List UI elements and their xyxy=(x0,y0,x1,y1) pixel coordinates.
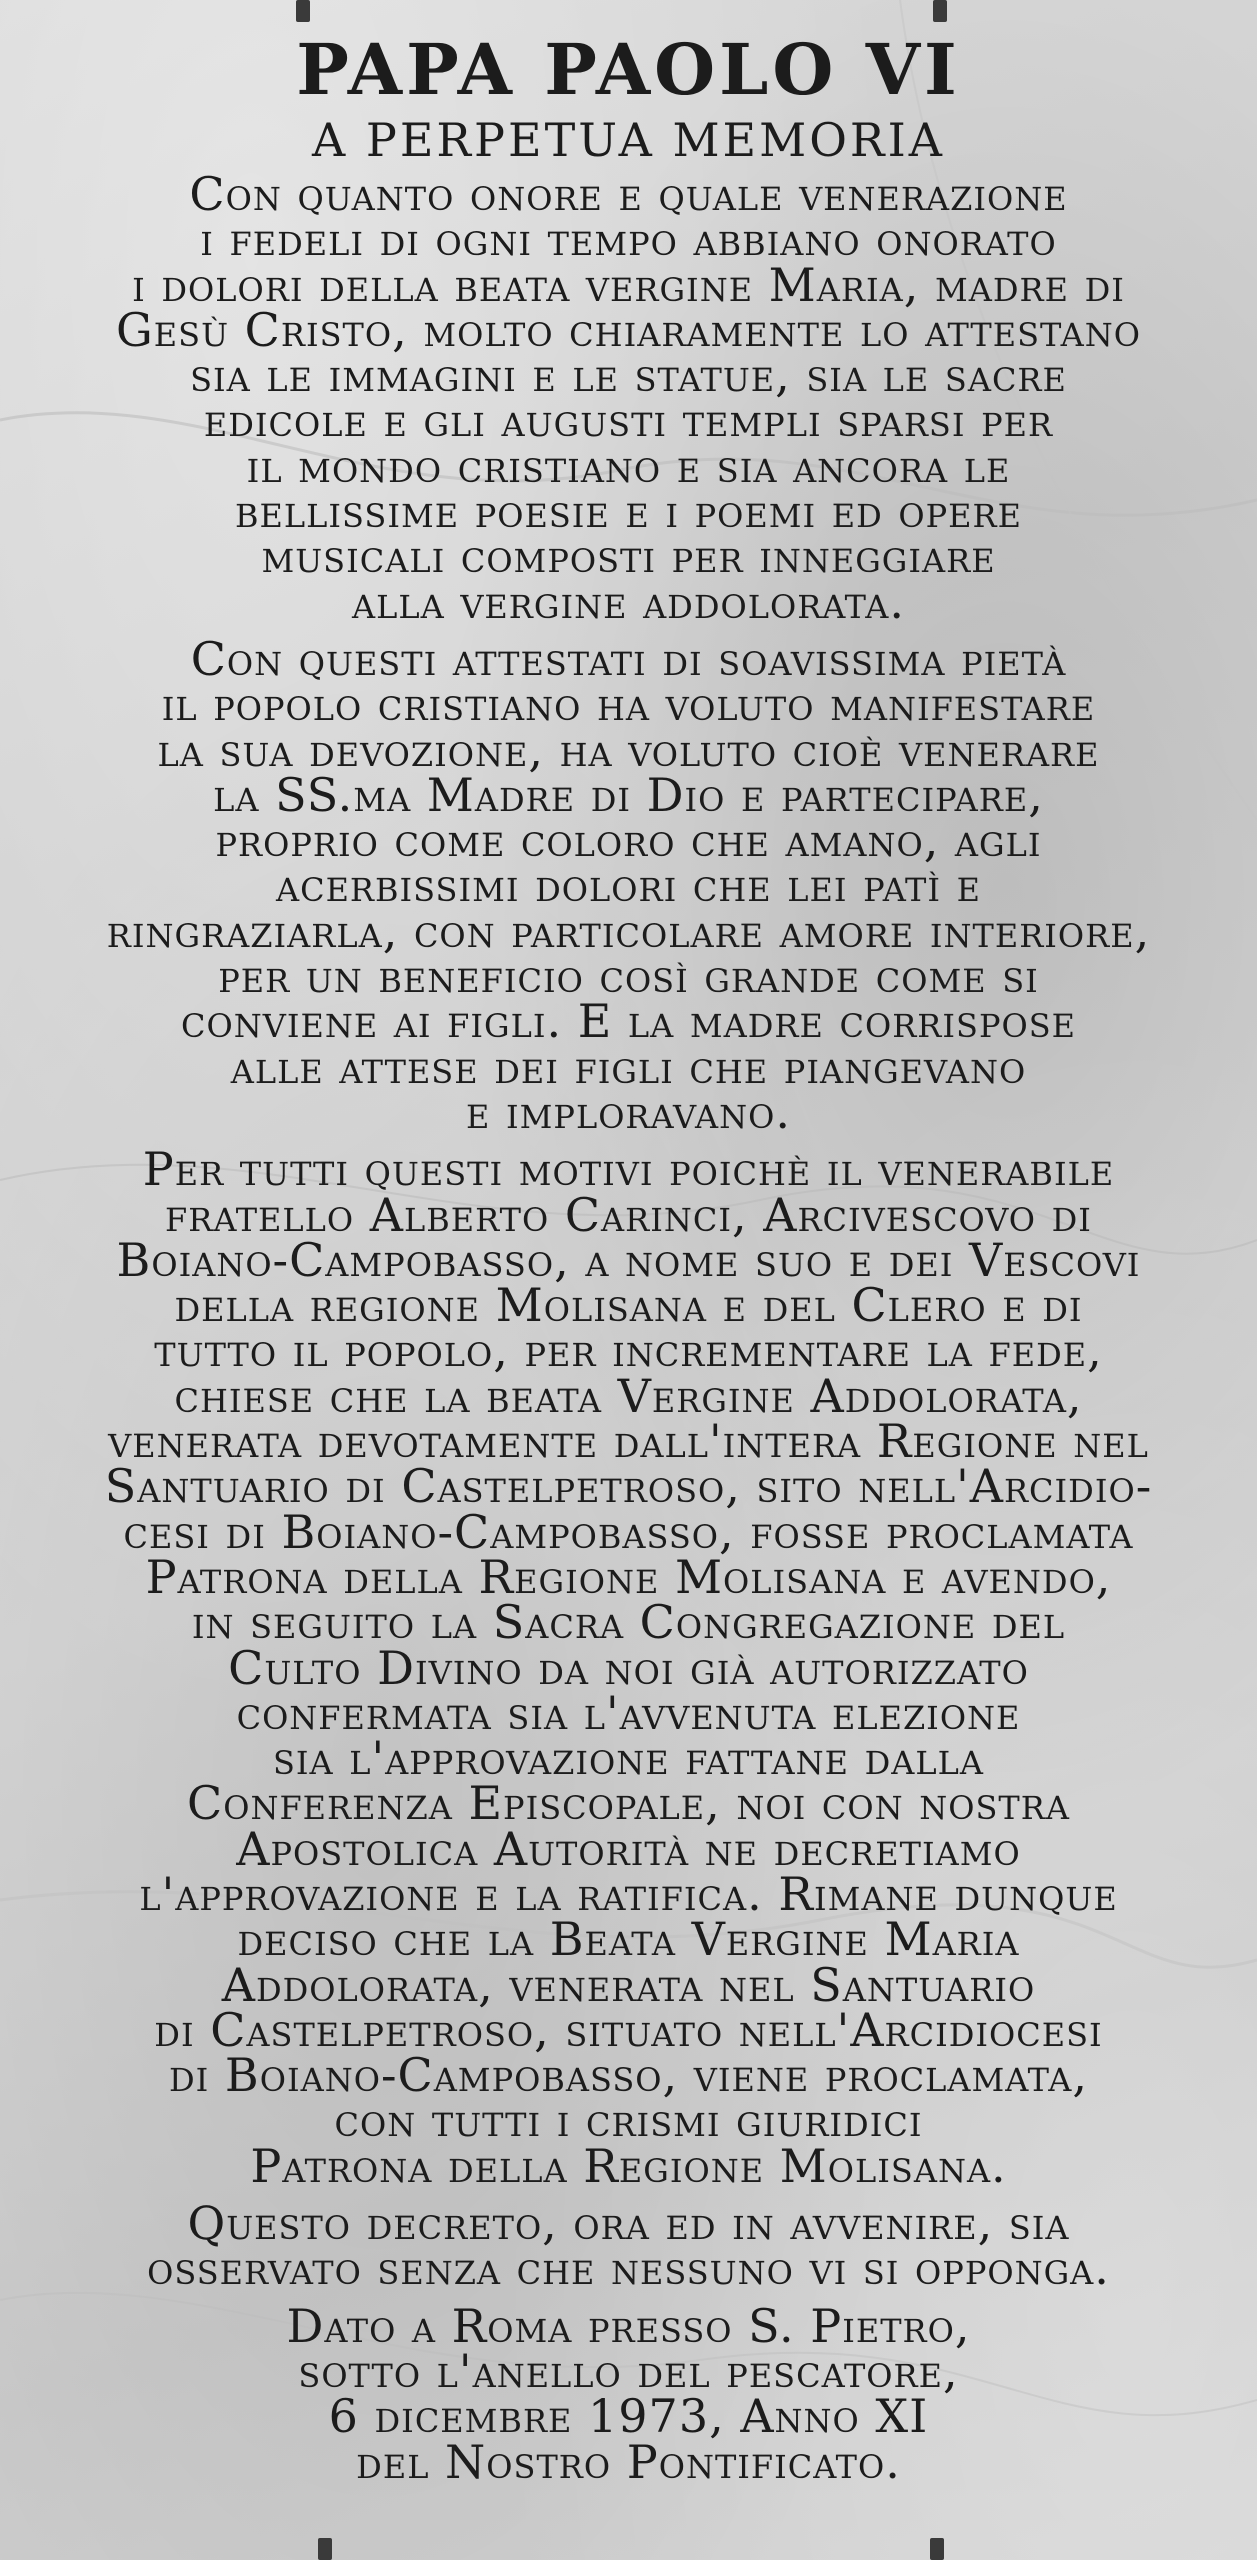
inscription-line: alla vergine addolorata. xyxy=(351,574,905,629)
inscription-line: l'approvazione e la ratifica. Rimane dunque xyxy=(139,1866,1118,1921)
inscription-line: Conferenza Episcopale, noi con nostra xyxy=(187,1776,1070,1831)
inscription-line: Per tutti questi motivi poichè il venerabile xyxy=(142,1142,1115,1197)
inscription-line: la SS.ma Madre di Dio e partecipare, xyxy=(213,767,1044,822)
inscription-line: il popolo cristiano ha voluto manifestare xyxy=(161,677,1096,732)
inscription-line: Culto Divino da noi già autorizzato xyxy=(228,1640,1029,1695)
inscription-line: Patrona della Regione Molisana e avendo, xyxy=(145,1549,1112,1604)
mounting-bolt xyxy=(930,2538,944,2560)
inscription-line: Patrona della Regione Molisana. xyxy=(250,2138,1007,2193)
inscription-line: la sua devozione, ha voluto cioè venerare xyxy=(157,722,1100,777)
inscription-line: ringraziarla, con particolare amore interiore, xyxy=(106,903,1151,958)
inscription-line: tutto il popolo, per incrementare la fede, xyxy=(154,1323,1103,1378)
inscription-line: Santuario di Castelpetroso, sito nell'Arcidio- xyxy=(104,1459,1153,1514)
inscription-line: confermata sia l'avvenuta elezione xyxy=(236,1685,1021,1740)
inscription-title: PAPA PAOLO VI xyxy=(296,28,961,111)
inscription-line: Apostolica Autorità ne decretiamo xyxy=(236,1821,1021,1876)
inscription-line: i dolori della beata vergine Maria, madre di xyxy=(132,257,1125,312)
inscription-line: musicali composti per inneggiare xyxy=(261,529,996,584)
inscription-line: Con quanto onore e quale venerazione xyxy=(189,167,1068,221)
mounting-bolt xyxy=(318,2538,332,2560)
inscription-line: acerbissimi dolori che lei patì e xyxy=(275,858,982,913)
inscription-line: sotto l'anello del pescatore, xyxy=(298,2343,959,2398)
inscription-paragraph xyxy=(0,1142,1257,2193)
inscription-line: Questo decreto, ora ed in avvenire, sia xyxy=(187,2196,1070,2251)
inscription-paragraph xyxy=(0,2298,1257,2489)
inscription-line: di Castelpetroso, situato nell'Arcidiocesi xyxy=(154,2002,1103,2057)
inscription-line: i fedeli di ogni tempo abbiano onorato xyxy=(200,212,1057,267)
mounting-bolt xyxy=(296,0,310,22)
inscription-line: venerata devotamente dall'intera Regione nel xyxy=(108,1414,1149,1469)
inscription-subtitle: A PERPETUA MEMORIA xyxy=(312,113,945,167)
inscription-line: cesi di Boiano-Campobasso, fosse proclamata xyxy=(123,1504,1134,1559)
inscription-paragraph xyxy=(0,631,1257,1139)
inscription-line: Dato a Roma presso S. Pietro, xyxy=(286,2298,971,2353)
inscription-line: Addolorata, venerata nel Santuario xyxy=(221,1957,1036,2012)
inscription-line: Con questi attestati di soavissima pietà xyxy=(190,631,1067,686)
mounting-bolt xyxy=(933,0,947,22)
inscription-line: in seguito la Sacra Congregazione del xyxy=(191,1595,1066,1650)
inscription-line: conviene ai figli. E la madre corrispose xyxy=(180,994,1077,1049)
inscription-paragraph xyxy=(0,167,1257,629)
inscription-line: del Nostro Pontificato. xyxy=(356,2434,901,2489)
inscription-line: e imploravano. xyxy=(466,1084,791,1139)
inscription-line: sia l'approvazione fattane dalla xyxy=(272,1731,985,1786)
inscription-line: Boiano-Campobasso, a nome suo e dei Vescovi xyxy=(116,1232,1141,1287)
inscription-line: deciso che la Beata Vergine Maria xyxy=(237,1912,1020,1967)
inscription-line: con tutti i crismi giuridici xyxy=(334,2093,923,2148)
inscription-line: Gesù Cristo, molto chiaramente lo attestano xyxy=(116,302,1141,357)
inscription-line: di Boiano-Campobasso, viene proclamata, xyxy=(169,2048,1088,2103)
inscription-line: proprio come coloro che amano, agli xyxy=(215,813,1042,868)
inscription-line: sia le immagini e le statue, sia le sacre xyxy=(190,348,1067,403)
inscription-line: chiese che la beata Vergine Addolorata, xyxy=(174,1368,1083,1423)
inscription-line: osservato senza che nessuno vi si opponga. xyxy=(147,2241,1110,2296)
inscription-line: edicole e gli augusti templi sparsi per xyxy=(203,393,1054,448)
inscription-line: della regione Molisana e del Clero e di xyxy=(174,1278,1083,1333)
inscription-line: 6 dicembre 1973, Anno XI xyxy=(328,2389,929,2444)
inscription-paragraph xyxy=(0,2196,1257,2296)
inscription-line: bellissime poesie e i poemi ed opere xyxy=(235,484,1022,539)
inscription-text xyxy=(0,28,1257,2497)
inscription-line: il mondo cristiano e sia ancora le xyxy=(246,438,1011,493)
inscription-line: fratello Alberto Carinci, Arcivescovo di xyxy=(165,1187,1092,1242)
inscription-line: alle attese dei figli che piangevano xyxy=(230,1039,1027,1094)
inscription-body xyxy=(0,167,1257,2489)
inscription-line: per un beneficio così grande come si xyxy=(218,949,1039,1004)
